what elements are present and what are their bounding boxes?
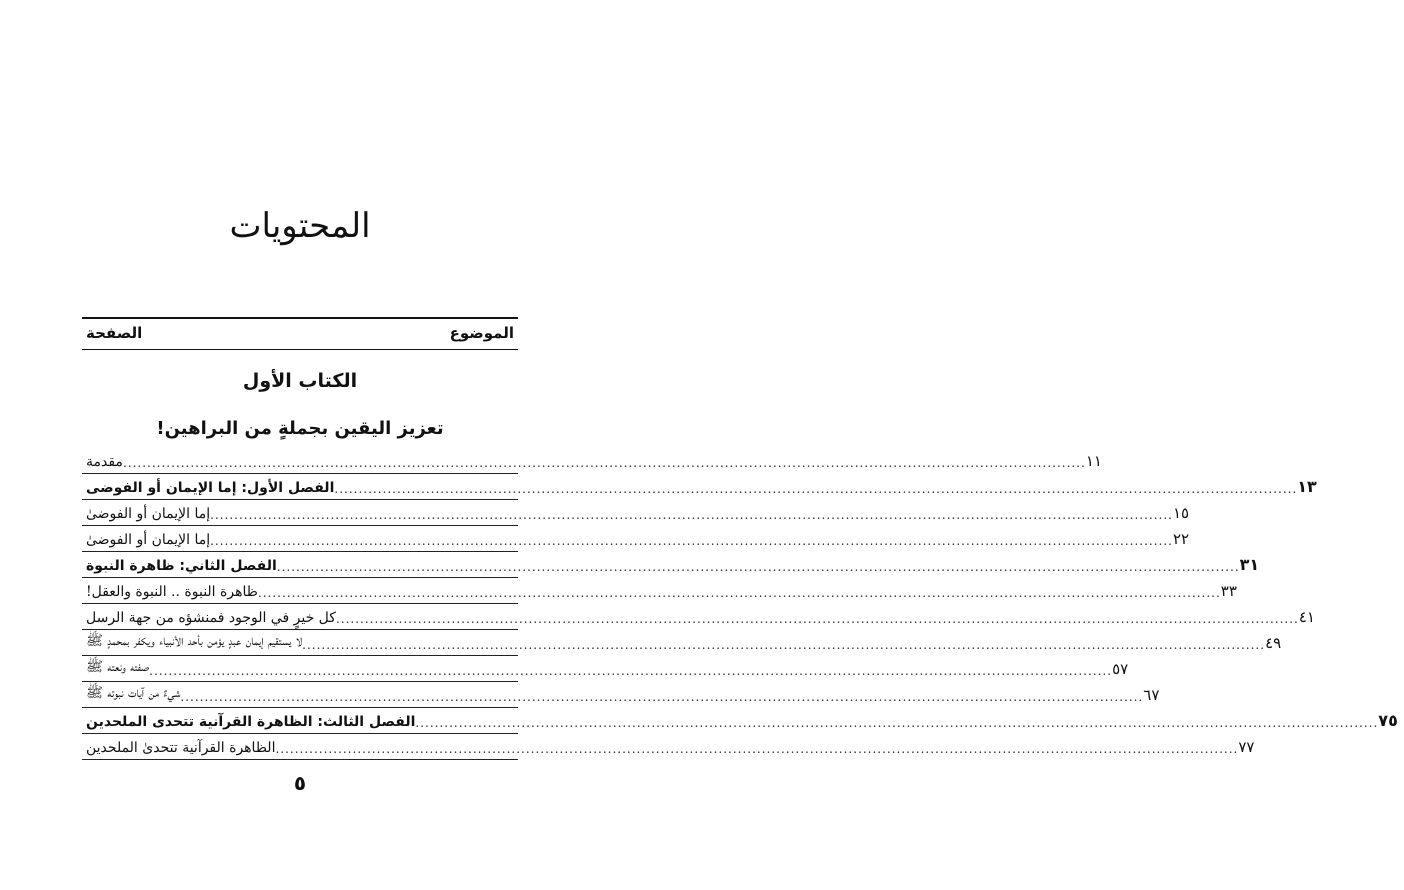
leader-dots: ........................................................................................................................................................................................................ (302, 638, 1266, 652)
toc-entry-title: الفصل الثاني: ظاهرة النبوة (86, 558, 277, 574)
leader-dots: ........................................................................................................................................................................................................ (335, 612, 1299, 626)
toc-chapter-entry[interactable] (82, 708, 1398, 734)
leader-dots: ........................................................................................................................................................................................................ (149, 664, 1113, 678)
toc-entry[interactable] (82, 734, 1255, 760)
toc-chapter-entry[interactable] (82, 552, 1260, 578)
toc-entry[interactable] (82, 448, 1102, 474)
leader-dots: ........................................................................................................................................................................................................ (180, 690, 1144, 704)
topic-column-label: الموضوع (449, 324, 514, 342)
leader-dots: ........................................................................................................................................................................................................ (275, 742, 1239, 756)
toc-entry-page: ٣٣ (1220, 582, 1237, 600)
toc-entry-page: ١١ (1085, 452, 1102, 470)
toc-entry[interactable] (82, 604, 1315, 630)
toc-header (82, 317, 518, 350)
toc-entry-title: شيءٌ من آيات نبوته ﷺ (86, 685, 181, 701)
toc-entry-title: الفصل الأول: إما الإيمان أو الفوضى (86, 480, 335, 496)
toc-entry-title: مقدمة (86, 454, 123, 470)
toc-entry-page: ٥٧ (1112, 660, 1129, 678)
toc-entry-title: صفته ونعته ﷺ (86, 659, 150, 675)
toc-entry-page: ٧٥ (1378, 711, 1398, 730)
toc-entry[interactable] (82, 682, 1160, 708)
leader-dots: ........................................................................................................................................................................................................ (210, 508, 1173, 522)
toc-entry-page: ٢٢ (1172, 530, 1190, 548)
toc-entry-title: الفصل الثالث: الظاهرة القرآنية تتحدى الملحدين (86, 714, 416, 730)
toc-entry[interactable] (82, 500, 1190, 526)
page-number: ٥ (293, 771, 307, 795)
toc-entry[interactable] (82, 578, 1237, 604)
toc-entry-title: لا يستقيم إيمان عبدٍ يؤمن بأحد الأنبياء ويكفر بمحمدٍ ﷺ (86, 633, 303, 649)
book-heading: الكتاب الأول (242, 370, 358, 392)
toc-entry[interactable] (82, 526, 1190, 552)
toc-entry-title: إما الإيمان أو الفوضىٰ (86, 532, 211, 548)
toc-list (82, 448, 1398, 760)
toc-entry-title: كل خيرٍ في الوجود فمنشؤه من جهة الرسل (86, 610, 336, 626)
toc-entry[interactable] (82, 630, 1282, 656)
toc-entry-page: ٧٧ (1238, 738, 1255, 756)
toc-entry-title: ظاهرة النبوة .. النبوة والعقل! (86, 584, 258, 600)
page-title: المحتويات (229, 206, 371, 246)
toc-chapter-entry[interactable] (82, 474, 1317, 500)
leader-dots: ........................................................................................................................................................................................................ (276, 560, 1240, 574)
toc-entry-page: ٣١ (1239, 555, 1260, 574)
toc-entry-page: ١٣ (1297, 477, 1317, 496)
leader-dots: ........................................................................................................................................................................................................ (210, 534, 1173, 548)
leader-dots: ........................................................................................................................................................................................................ (122, 456, 1086, 470)
page-column-label: الصفحة (86, 324, 143, 342)
toc-entry[interactable] (82, 656, 1129, 682)
leader-dots: ........................................................................................................................................................................................................ (415, 716, 1379, 730)
leader-dots: ........................................................................................................................................................................................................ (334, 482, 1298, 496)
toc-entry-page: ٤٩ (1265, 634, 1282, 652)
toc-entry-page: ٦٧ (1143, 686, 1160, 704)
book-subtitle: تعزيز اليقين بجملةٍ من البراهين! (156, 418, 444, 439)
toc-entry-title: إما الإيمان أو الفوضىٰ (86, 506, 211, 522)
toc-entry-page: ٤١ (1298, 608, 1315, 626)
toc-entry-title: الظاهرة القرآنية تتحدىٰ الملحدين (86, 740, 276, 756)
toc-entry-page: ١٥ (1172, 504, 1190, 522)
leader-dots: ........................................................................................................................................................................................................ (257, 586, 1221, 600)
